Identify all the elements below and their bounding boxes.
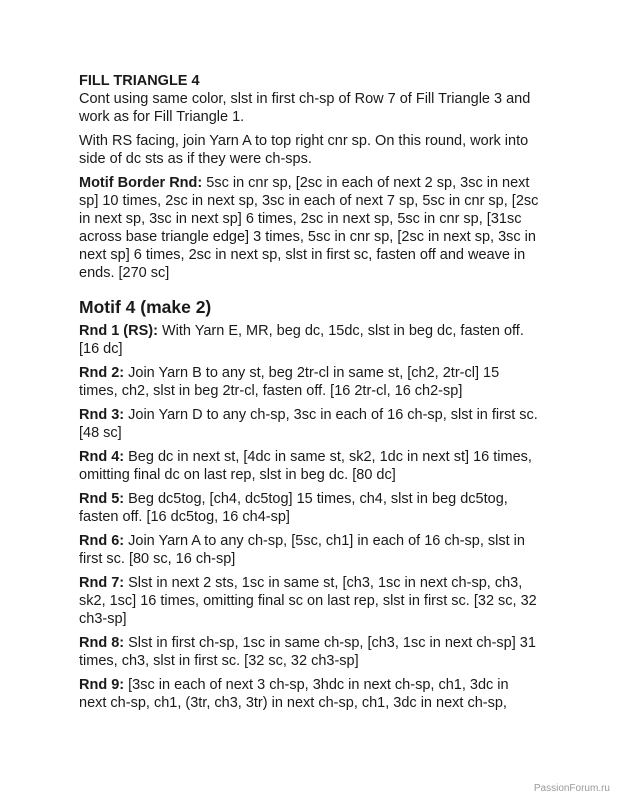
pattern-page xyxy=(79,72,539,718)
fill-triangle-para-2: With RS facing, join Yarn A to top right cnr sp. On this round, work into side of dc sts as if they were ch-sps. xyxy=(79,133,529,167)
round-label: Rnd 9: xyxy=(79,677,125,693)
round-2 xyxy=(79,364,539,400)
round-label: Rnd 8: xyxy=(79,635,125,651)
round-8 xyxy=(79,634,539,670)
round-9 xyxy=(79,676,539,712)
round-5 xyxy=(79,490,539,526)
round-text: Slst in next 2 sts, 1sc in same st, [ch3, 1sc in next ch-sp, ch3, sk2, 1sc] 16 times, omitting final sc on last rep, slst in first sc. [32 sc, 32 ch3-sp] xyxy=(79,575,537,627)
motif-border-label: Motif Border Rnd: xyxy=(79,175,203,191)
round-label: Rnd 2: xyxy=(79,365,125,381)
round-label: Rnd 4: xyxy=(79,449,125,465)
round-text: Join Yarn B to any st, beg 2tr-cl in same st, [ch2, 2tr-cl] 15 times, ch2, slst in beg 2tr-cl, fasten off. [16 2tr-cl, 16 ch2-sp] xyxy=(79,365,500,399)
round-4 xyxy=(79,448,539,484)
round-text: With Yarn E, MR, beg dc, 15dc, slst in beg dc, fasten off. [16 dc] xyxy=(79,323,524,357)
round-text: Join Yarn A to any ch-sp, [5sc, ch1] in each of 16 ch-sp, slst in first sc. [80 sc, 16 ch-sp] xyxy=(79,533,525,567)
round-label: Rnd 7: xyxy=(79,575,125,591)
round-text: Join Yarn D to any ch-sp, 3sc in each of 16 ch-sp, slst in first sc. [48 sc] xyxy=(79,407,538,441)
site-watermark: PassionForum.ru xyxy=(533,783,610,794)
round-text: Slst in first ch-sp, 1sc in same ch-sp, [ch3, 1sc in next ch-sp] 31 times, ch3, slst in first sc. [32 sc, 32 ch3-sp] xyxy=(79,635,536,669)
round-label: Rnd 3: xyxy=(79,407,125,423)
fill-triangle-para-1: Cont using same color, slst in first ch-sp of Row 7 of Fill Triangle 3 and work as for Fill Triangle 1. xyxy=(79,91,531,125)
round-6 xyxy=(79,532,539,568)
fill-triangle-heading: FILL TRIANGLE 4 xyxy=(79,73,200,89)
round-label: Rnd 1 (RS): xyxy=(79,323,158,339)
round-text: Beg dc in next st, [4dc in same st, sk2, 1dc in next st] 16 times, omitting final dc on last rep, slst in beg dc. [80 dc] xyxy=(79,449,532,483)
round-label: Rnd 5: xyxy=(79,491,125,507)
round-7 xyxy=(79,574,539,628)
round-label: Rnd 6: xyxy=(79,533,125,549)
motif-border-round xyxy=(79,174,539,282)
round-1 xyxy=(79,322,539,358)
round-3 xyxy=(79,406,539,442)
motif-border-text: 5sc in cnr sp, [2sc in each of next 2 sp, 3sc in next sp] 10 times, 2sc in next sp, 3sc in each of next 7 sp, 5sc in cnr sp, [2sc in next sp, 3sc in next sp] 6 times, 2sc in next sp, 5sc in cnr sp, [31sc across base triangle edge] 3 times, 5sc in cnr sp, [2sc in next sp, 3sc in next sp] 6 times, 2sc in next sp, slst in first sc, fasten off and weave in ends. [270 sc] xyxy=(79,175,539,281)
motif-4-heading: Motif 4 (make 2) xyxy=(79,297,212,317)
round-text: [3sc in each of next 3 ch-sp, 3hdc in next ch-sp, ch1, 3dc in next ch-sp, ch1, (3tr, ch3, 3tr) in next ch-sp, ch1, 3dc in next ch-sp, xyxy=(79,677,509,711)
round-text: Beg dc5tog, [ch4, dc5tog] 15 times, ch4, slst in beg dc5tog, fasten off. [16 dc5tog, 16 ch4-sp] xyxy=(79,491,508,525)
